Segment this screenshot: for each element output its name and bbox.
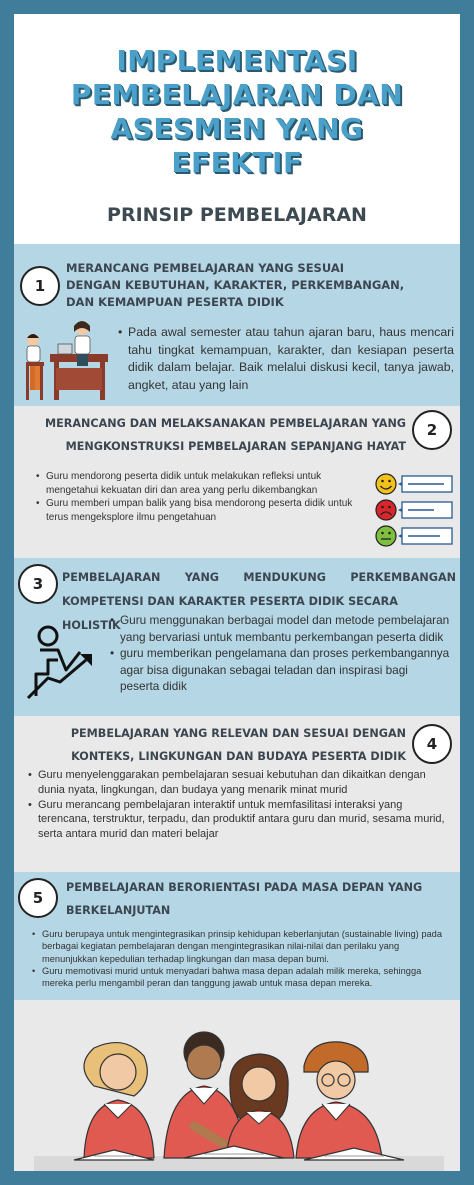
section-4 [14,716,460,872]
section-2 [14,406,460,558]
students-studying-illustration [34,1026,444,1171]
heading-line: KONTEKS, LINGKUNGAN DAN BUDAYA PESERTA DIDIK [71,750,406,763]
growth-stairs-icon [26,624,96,700]
title-line: PEMBELAJARAN DAN [70,78,404,111]
section-heading [66,260,456,311]
title-line: IMPLEMENTASI [116,44,358,77]
bullet-item: • guru memberikan pengelamana dan proses perkembangannya agar bisa digunakan sebagai teladan dan inspirasi bagi peserta didik [110,645,450,695]
heading-line: DENGAN KEBUTUHAN, KARAKTER, PERKEMBANGAN, [66,278,405,292]
subtitle: PRINSIP PEMBELAJARAN [107,204,367,226]
bullet-item: • Guru mendorong peserta didik untuk melakukan refleksi untuk mengetahui kekuatan diri dan area yang perlu dikembangkan [36,470,354,497]
heading-line: PEMBELAJARAN BERORIENTASI PADA MASA DEPAN YANG [66,881,423,894]
section-bullets [36,470,354,524]
section-3 [14,558,460,716]
section-heading [36,722,406,768]
heading-line: KOMPETENSI DAN KARAKTER PESERTA DIDIK SECARA HOLISTIK [62,595,398,632]
heading-line: DAN KEMAMPUAN PESERTA DIDIK [66,295,284,309]
title-line: ASESMEN YANG [110,112,364,145]
bullet-item: • Pada awal semester atau tahun ajaran baru, haus mencari tahu tingkat kemampuan, karakter, dan kesiapan peserta didik dalam belajar. Baik melalui diskusi kecil, tanya jawab, angket, atau yang lain [118,324,454,394]
section-bullets [28,768,450,842]
page-title [14,44,460,180]
section-bullets [118,324,454,394]
heading-line: BERKELANJUTAN [66,904,171,917]
illustration-panel [14,1000,460,1171]
heading-line: PEMBELAJARAN YANG MENDUKUNG PERKEMBANGAN [62,571,456,584]
title-line: EFEKTIF [171,146,303,179]
section-bullets [110,612,450,695]
section-number-badge: 1 [20,266,60,306]
feedback-emoji-icons [374,472,456,548]
section-bullets [32,928,450,989]
section-heading [36,412,406,458]
bullet-item: • Guru merancang pembelajaran interaktif untuk memfasilitasi interaksi yang terencana, terstruktur, terpadu, dan produktif antara guru dan murid, sesama murid, serta antara murid dan materi belajar [28,798,450,842]
bullet-item: • Guru memotivasi murid untuk menyadari bahwa masa depan adalah milik mereka, sehingga mereka perlu mengambil peran dan tanggung jawab untuk masa depan mereka. [32,965,450,990]
section-heading [66,876,456,922]
section-number-badge: 5 [18,878,58,918]
section-number-badge: 3 [18,564,58,604]
infographic-frame [14,14,460,1171]
heading-line: MENGKONSTRUKSI PEMBELAJARAN SEPANJANG HAYAT [65,440,406,453]
bullet-item: • Guru menggunakan berbagai model dan metode pembelajaran yang bervariasi untuk membantu perkembangan peserta didik [110,612,450,645]
bullet-item: • Guru berupaya untuk mengintegrasikan prinsip kehidupan keberlanjutan (sustainable living) pada berbagai kegiatan pembelajaran dengan mengintegrasikan nilai-nilai dan perilaku yang menunjukkan kepedulian terhadap lingkungan dan masa depan bumi. [32,928,450,965]
section-number-badge: 2 [412,410,452,450]
bullet-item: • Guru menyelenggarakan pembelajaran sesuai kebutuhan dan dikaitkan dengan dunia nyata, lingkungan, dan budaya yang menarik minat murid [28,768,450,798]
teacher-student-illustration [20,318,112,404]
heading-line: PEMBELAJARAN YANG RELEVAN DAN SESUAI DENGAN [70,727,406,740]
heading-line: MERANCANG PEMBELAJARAN YANG SESUAI [66,261,345,275]
header [14,14,460,244]
section-1 [14,244,460,406]
section-number-badge: 4 [412,724,452,764]
bullet-item: • Guru memberi umpan balik yang bisa mendorong peserta didik untuk terus mengeksplore ilmu pengetahuan [36,497,354,524]
section-5 [14,872,460,1000]
heading-line: MERANCANG DAN MELAKSANAKAN PEMBELAJARAN YANG [45,417,406,430]
